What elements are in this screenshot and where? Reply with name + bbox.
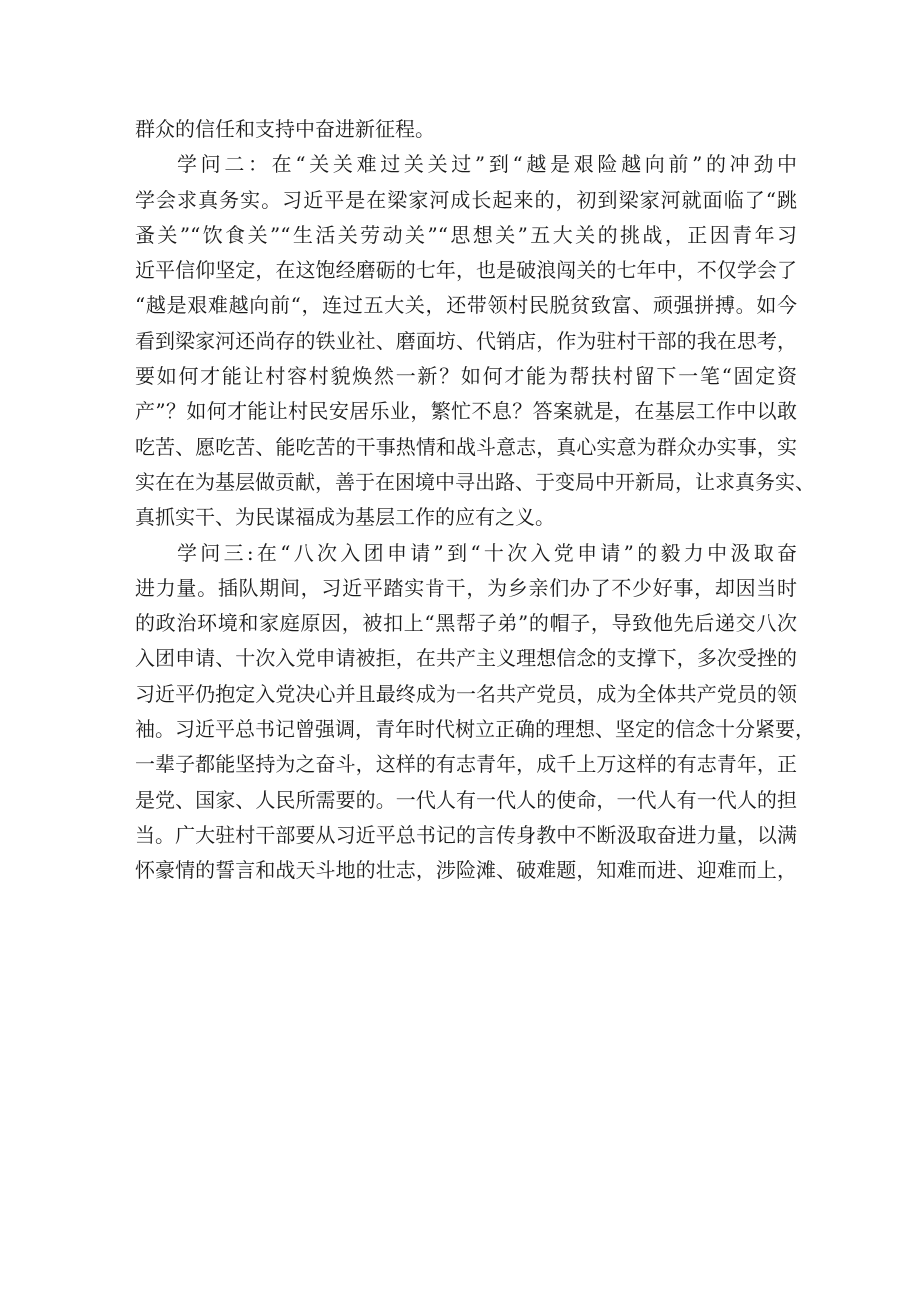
text-line: 产”？如何才能让村民安居乐业，繁忙不息？答案就是，在基层工作中以敢 [135, 399, 797, 424]
text-line: 进力量。插队期间，习近平踏实肯干，为乡亲们办了不少好事，却因当时 [135, 575, 797, 600]
text-line: 蚤关”“饮食关”“生活关劳动关”“思想关”五大关的挑战，正因青年习 [135, 222, 797, 247]
text-line: 当。广大驻村干部要从习近平总书记的言传身教中不断汲取奋进力量，以满 [135, 822, 797, 847]
text-line: 群众的信任和支持中奋进新征程。 [135, 117, 435, 141]
text-line: 真抓实干、为民谋福成为基层工作的应有之义。 [135, 505, 555, 530]
text-line: 一辈子都能坚持为之奋斗，这样的有志青年，成千上万这样的有志青年，正 [135, 752, 797, 777]
text-line: 入团申请、十次入党申请被拒，在共产主义理想信念的支撑下，多次受挫的 [135, 646, 797, 671]
body-text [135, 112, 815, 889]
text-line: 近平信仰坚定，在这饱经磨砺的七年，也是破浪闯关的七年中，不仅学会了 [135, 258, 797, 283]
text-line: “越是艰难越向前“，连过五大关，还带领村民脱贫致富、顽强拼搏。如今 [135, 293, 797, 318]
text-line: 吃苦、愿吃苦、能吃苦的干事热情和战斗意志，真心实意为群众办实事，实 [135, 434, 797, 459]
paragraph-first-line: 学问三:在“八次入团申请”到“十次入党申请”的毅力中汲取奋 [177, 540, 797, 565]
text-line: 是党、国家、人民所需要的。一代人有一代人的使命，一代人有一代人的担 [135, 787, 797, 812]
text-line: 学会求真务实。习近平是在梁家河成长起来的，初到梁家河就面临了“跳 [135, 187, 797, 212]
paragraph-first-line: 学问二：在“关关难过关关过”到“越是艰险越向前”的冲劲中 [177, 152, 797, 177]
text-line: 怀豪情的誓言和战天斗地的壮志，涉险滩、破难题，知难而进、迎难而上， [135, 858, 797, 883]
text-line: 实在在为基层做贡献，善于在困境中寻出路、于变局中开新局，让求真务实、 [135, 469, 815, 494]
text-line: 的政治环境和家庭原因，被扣上“黑帮子弟”的帽子，导致他先后递交八次 [135, 611, 797, 636]
text-line: 习近平仍抱定入党决心并且最终成为一名共产党员，成为全体共产党员的领 [135, 681, 797, 706]
text-line: 看到梁家河还尚存的铁业社、磨面坊、代销店，作为驻村干部的我在思考， [135, 328, 797, 353]
text-line: 袖。习近平总书记曾强调，青年时代树立正确的理想、坚定的信念十分紧要， [135, 717, 815, 742]
text-line: 要如何才能让村容村貌焕然一新？如何才能为帮扶村留下一笔“固定资 [135, 364, 797, 389]
